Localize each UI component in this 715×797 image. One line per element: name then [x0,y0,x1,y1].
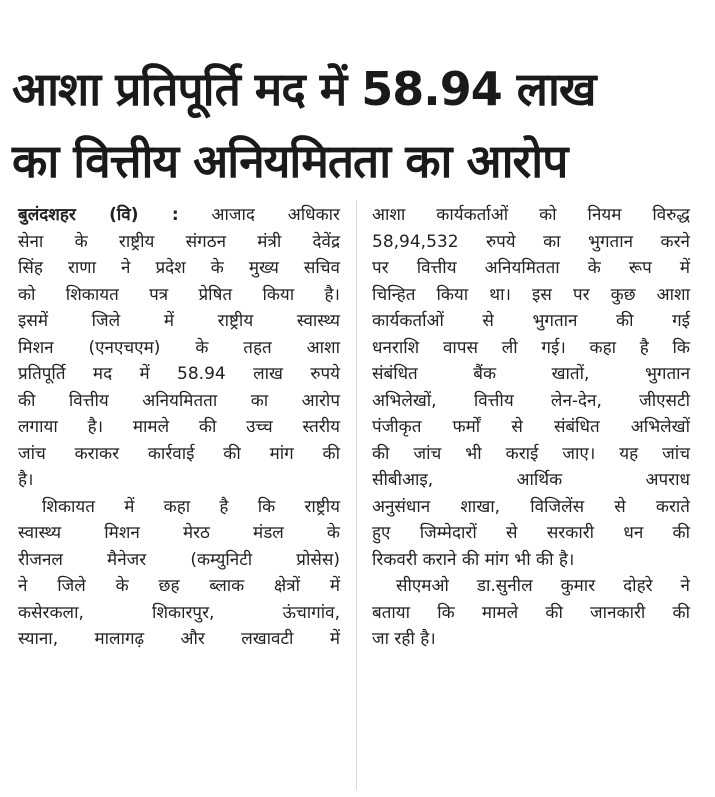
article-line: ने जिले के छह ब्लाक क्षेत्रों में [18,576,340,596]
article-line: स्वास्थ्य मिशन मेरठ मंडल के [18,523,340,543]
article-line: पर वित्तीय अनियमितता के रूप में [372,258,690,278]
article-line: अभिलेखों, वित्तीय लेन-देन, जीएसटी [372,390,690,411]
article-line: चिन्हित किया था। इस पर कुछ आशा [372,284,690,305]
article-line: शिकायत में कहा है कि राष्ट्रीय [42,496,340,517]
article-line: प्रतिपूर्ति मद में 58.94 लाख रुपये [18,364,340,384]
article-line: की वित्तीय अनियमितता का आरोप [18,390,340,411]
article-line: सिंह राणा ने प्रदेश के मुख्य सचिव [18,258,340,278]
headline [12,53,702,197]
article-line: सीबीआइ, आर्थिक अपराध [372,470,690,490]
article-line: कार्यकर्ताओं से भुगतान की गई [372,311,690,331]
article-line: रिकवरी कराने की मांग भी की है। [372,549,575,570]
article-column-left [18,202,340,653]
article-line: संबंधित बैंक खातों, भुगतान [372,364,690,384]
article-line: सेना के राष्ट्रीय संगठन मंत्री देवेंद्र [18,231,340,252]
dateline: बुलंदशहर (वि) : [18,205,179,225]
article-line: को शिकायत पत्र प्रेषित किया है। [18,284,340,305]
article-line: रीजनल मैनेजर (कम्युनिटी प्रोसेस) [18,549,340,570]
article-line: जांच कराकर कार्रवाई की मांग की [18,443,340,464]
article-line: सीएमओ डा.सुनील कुमार दोहरे ने [396,576,690,596]
headline-line-1: आशा प्रतिपूर्ति मद में 58.94 लाख [12,61,596,116]
article-line: पंजीकृत फर्मों से संबंधित अभिलेखों [372,417,690,437]
article-line: धनराशि वापस ली गई। कहा है कि [372,337,690,358]
article-line: है। [18,470,34,490]
article-line: आशा कार्यकर्ताओं को नियम विरुद्ध [372,205,690,225]
article-line: मिशन (एनएचएम) के तहत आशा [18,337,340,358]
article-line: हुए जिम्मेदारों से सरकारी धन की [372,523,690,543]
article-line: स्याना, मालागढ़ और लखावटी में [18,629,340,649]
column-divider [356,200,357,790]
article-line: इसमें जिले में राष्ट्रीय स्वास्थ्य [18,311,340,331]
article-line: लगाया है। मामले की उच्च स्तरीय [18,417,340,437]
article-line: कसेरकला, शिकारपुर, ऊंचागांव, [18,602,340,623]
article-line: की जांच भी कराई जाए। यह जांच [372,443,690,464]
article-line: अनुसंधान शाखा, विजिलेंस से कराते [372,496,690,517]
headline-line-2: का वित्तीय अनियमितता का आरोप [12,133,568,188]
article-line: 58,94,532 रुपये का भुगतान करने [372,231,690,252]
article-line-text: आजाद अधिकार [211,205,340,225]
article-line: जा रही है। [372,629,436,649]
article-column-right [372,202,690,653]
article-line: बताया कि मामले की जानकारी की [372,602,690,623]
article-line [18,202,340,229]
